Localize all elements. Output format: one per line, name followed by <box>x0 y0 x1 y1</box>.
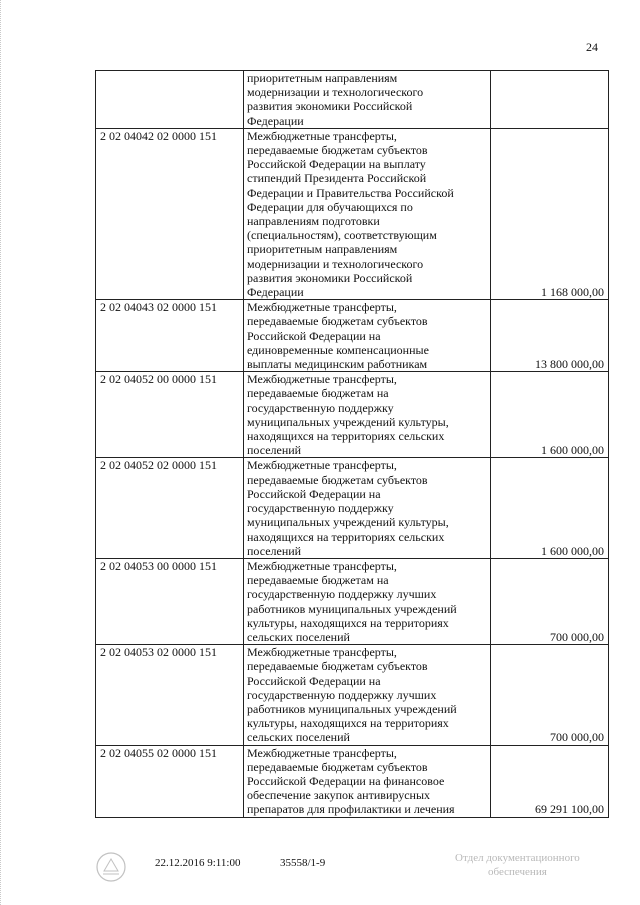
table-row <box>96 372 609 458</box>
description-line: поселений <box>247 443 302 458</box>
amount-cell: 13 800 000,00 <box>491 300 609 372</box>
description-line: модернизации и технологического <box>247 256 424 271</box>
description-line: направлениям подготовки <box>247 214 380 229</box>
description-line: государственную поддержку <box>247 400 394 415</box>
budget-table <box>95 70 609 818</box>
description-line: передаваемые бюджетам субъектов <box>247 659 428 674</box>
description-line: выплаты медицинским работникам <box>247 357 428 372</box>
description-line: муниципальных учреждений культуры, <box>247 414 449 429</box>
table-row <box>96 300 609 372</box>
description-cell <box>244 71 491 129</box>
stamp-line-2: обеспечения <box>488 866 547 878</box>
amount-cell: 1 168 000,00 <box>491 128 609 299</box>
description-line: передаваемые бюджетам субъектов <box>247 759 428 774</box>
description-line: Межбюджетные трансферты, <box>247 458 397 473</box>
description-line: Межбюджетные трансферты, <box>247 372 397 387</box>
description-cell <box>244 558 491 644</box>
revenue-code-cell: 2 02 04052 02 0000 151 <box>96 458 244 558</box>
description-line: Российской Федерации на финансовое <box>247 773 445 788</box>
description-line: приоритетным направлениям <box>247 71 398 85</box>
amount-cell: 1 600 000,00 <box>491 372 609 458</box>
description-line: сельских поселений <box>247 629 350 644</box>
description-cell <box>244 458 491 558</box>
scan-edge-marks <box>0 0 9 905</box>
stamp-line-1: Отдел документационного <box>455 852 580 864</box>
description-line: приоритетным направлениям <box>247 242 398 257</box>
amount-cell <box>491 71 609 129</box>
description-line: передаваемые бюджетам на <box>247 573 389 588</box>
description-line: развития экономики Российской <box>247 99 413 114</box>
revenue-code-cell: 2 02 04055 02 0000 151 <box>96 745 244 817</box>
description-line: находящихся на территориях сельских <box>247 429 445 444</box>
description-line: Межбюджетные трансферты, <box>247 300 397 315</box>
amount-cell: 700 000,00 <box>491 558 609 644</box>
revenue-code-cell: 2 02 04052 00 0000 151 <box>96 372 244 458</box>
description-line: Межбюджетные трансферты, <box>247 745 397 760</box>
footer-document-number: 35558/1-9 <box>280 857 326 869</box>
revenue-code-cell: 2 02 04053 00 0000 151 <box>96 558 244 644</box>
description-line: передаваемые бюджетам на <box>247 386 389 401</box>
description-line: модернизации и технологического <box>247 85 424 100</box>
description-line: муниципальных учреждений культуры, <box>247 515 449 530</box>
table-row <box>96 645 609 745</box>
description-line: передаваемые бюджетам субъектов <box>247 314 428 329</box>
description-line: работников муниципальных учреждений <box>247 701 457 716</box>
amount-cell: 69 291 100,00 <box>491 745 609 817</box>
revenue-code-cell <box>96 71 244 129</box>
description-line: Федерации <box>247 285 304 300</box>
description-line: стипендий Президента Российской <box>247 171 427 186</box>
description-line: Межбюджетные трансферты, <box>247 558 397 573</box>
table-row <box>96 745 609 817</box>
description-line: поселений <box>247 543 302 558</box>
emblem-icon <box>95 851 127 883</box>
description-line: Российской Федерации на <box>247 328 381 343</box>
description-line: препаратов для профилактики и лечения <box>247 802 455 817</box>
table-row <box>96 458 609 558</box>
amount-cell: 1 600 000,00 <box>491 458 609 558</box>
description-line: Российской Федерации на <box>247 486 381 501</box>
description-line: культуры, находящихся на территориях <box>247 615 449 630</box>
description-line: Межбюджетные трансферты, <box>247 645 397 660</box>
revenue-code-cell: 2 02 04053 02 0000 151 <box>96 645 244 745</box>
budget-table-body <box>96 71 609 818</box>
description-line: находящихся на территориях сельских <box>247 529 445 544</box>
description-line: (специальностям), соответствующим <box>247 228 437 243</box>
table-row <box>96 128 609 299</box>
table-row <box>96 558 609 644</box>
table-row <box>96 71 609 129</box>
description-line: единовременные компенсационные <box>247 342 429 357</box>
footer-department-stamp <box>455 851 580 879</box>
description-line: Федерации <box>247 113 304 128</box>
description-line: Российской Федерации на выплату <box>247 157 426 172</box>
footer-timestamp: 22.12.2016 9:11:00 <box>155 857 241 869</box>
description-line: государственную поддержку лучших <box>247 687 437 702</box>
revenue-code-cell: 2 02 04042 02 0000 151 <box>96 128 244 299</box>
description-line: передаваемые бюджетам субъектов <box>247 472 428 487</box>
description-cell <box>244 300 491 372</box>
description-line: Федерации для обучающихся по <box>247 199 413 214</box>
description-line: Межбюджетные трансферты, <box>247 128 397 143</box>
description-line: государственную поддержку лучших <box>247 587 437 602</box>
description-line: развития экономики Российской <box>247 270 413 285</box>
description-line: государственную поддержку <box>247 501 394 516</box>
description-line: Российской Федерации на <box>247 673 381 688</box>
description-cell <box>244 128 491 299</box>
description-cell <box>244 372 491 458</box>
description-line: работников муниципальных учреждений <box>247 601 457 616</box>
description-line: сельских поселений <box>247 730 350 745</box>
description-cell <box>244 645 491 745</box>
page-footer <box>95 852 615 885</box>
revenue-code-cell: 2 02 04043 02 0000 151 <box>96 300 244 372</box>
description-line: передаваемые бюджетам субъектов <box>247 143 428 158</box>
description-cell <box>244 745 491 817</box>
description-line: Федерации и Правительства Российской <box>247 185 454 200</box>
description-line: обеспечение закупок антивирусных <box>247 788 431 803</box>
amount-cell: 700 000,00 <box>491 645 609 745</box>
description-line: культуры, находящихся на территориях <box>247 716 449 731</box>
page-number: 24 <box>586 40 598 54</box>
